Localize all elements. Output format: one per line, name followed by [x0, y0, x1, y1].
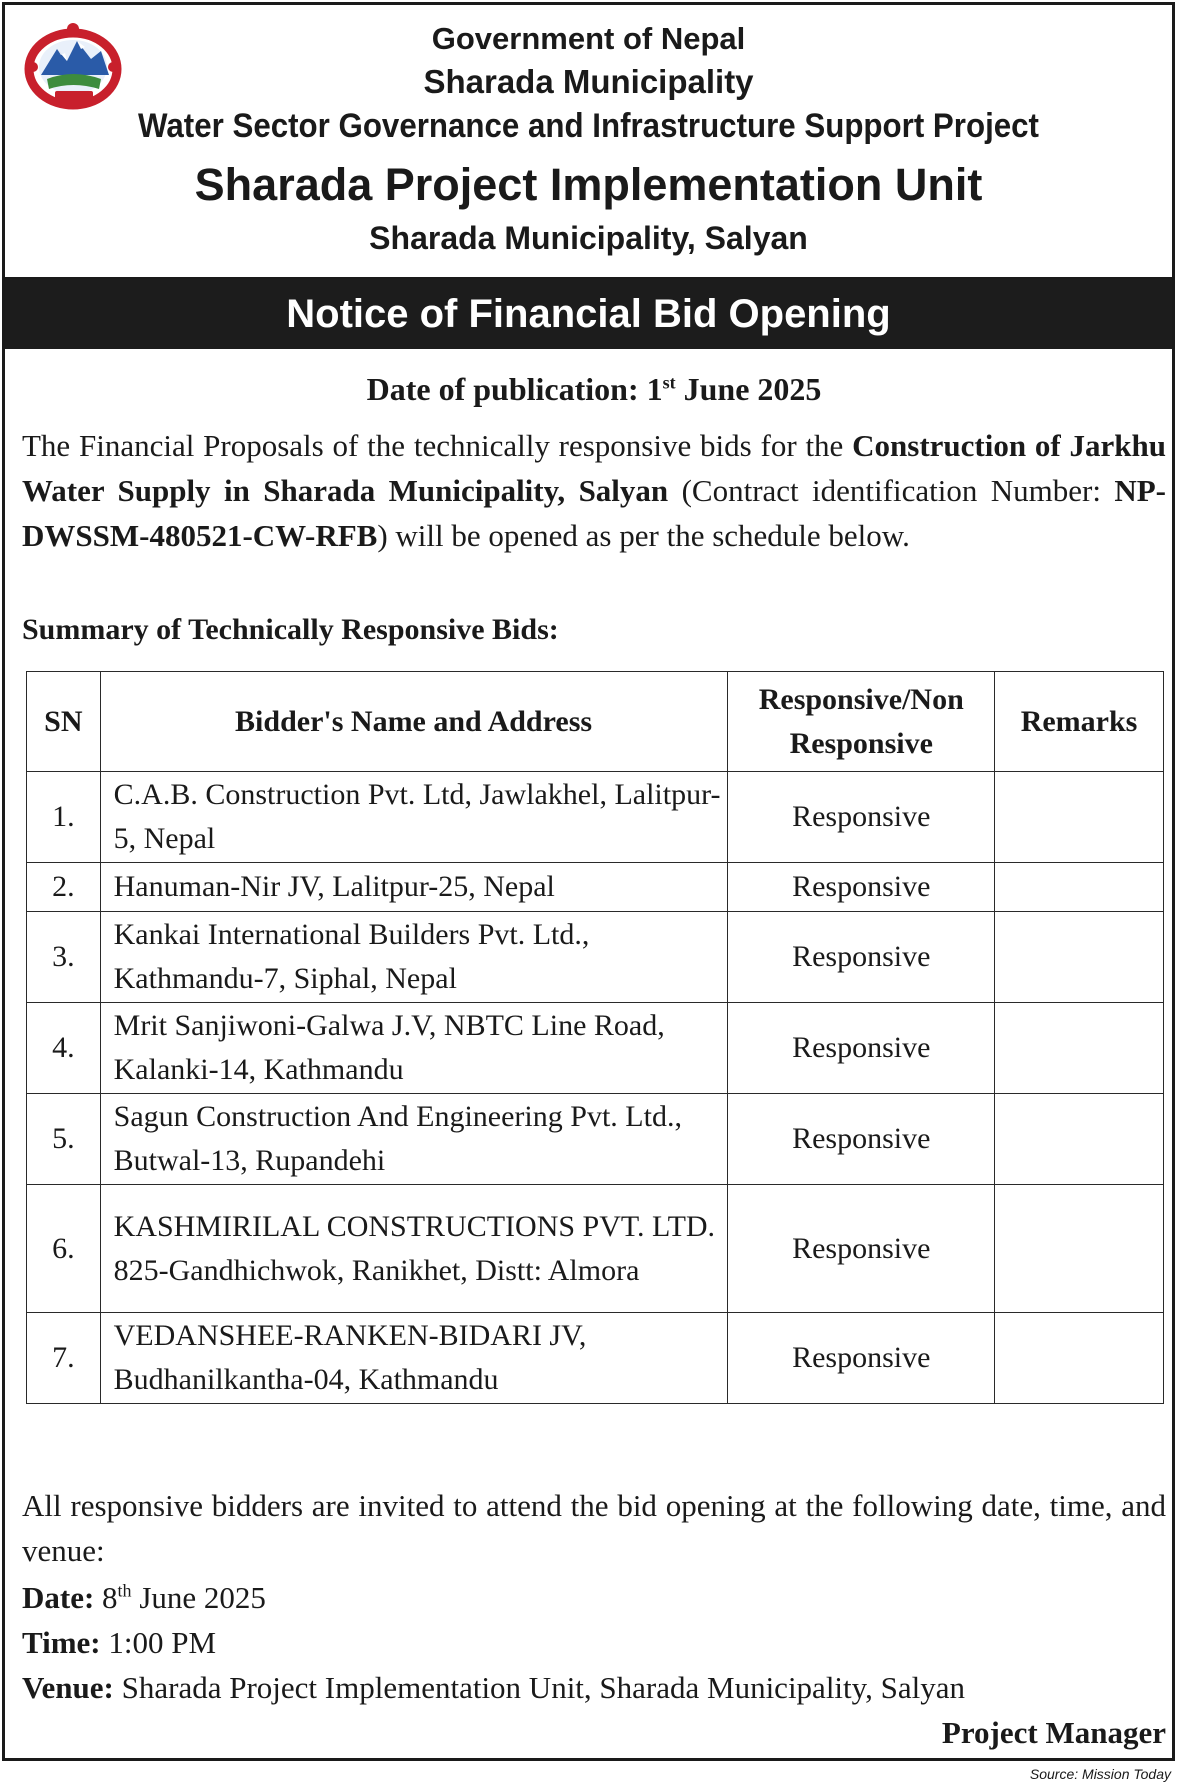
row-status: Responsive — [728, 863, 995, 912]
row-status: Responsive — [728, 772, 995, 863]
header-project: Water Sector Governance and Infrastructure Support Project — [138, 107, 1039, 145]
schedule-time-value: 1:00 PM — [100, 1625, 217, 1660]
notice-title: Notice of Financial Bid Opening — [5, 277, 1172, 349]
row-bidder: VEDANSHEE-RANKEN-BIDARI JV, Budhanilkantha-04, Kathmandu — [100, 1313, 728, 1404]
signature: Project Manager — [941, 1715, 1166, 1750]
schedule-time-label: Time: — [22, 1625, 101, 1660]
header-status — [728, 672, 995, 772]
schedule-date — [22, 1580, 266, 1616]
row-bidder: Kankai International Builders Pvt. Ltd., Kathmandu-7, Siphal, Nepal — [100, 912, 728, 1003]
header-location: Sharada Municipality, Salyan — [369, 220, 808, 256]
schedule-date-ordinal: th — [117, 1580, 132, 1601]
schedule-venue-label: Venue: — [22, 1670, 114, 1705]
intro-part2: (Contract identification Number: — [668, 473, 1115, 508]
intro-contract-number: NP-DWSSM-480521-CW-RFB — [22, 473, 1166, 553]
header-remarks: Remarks — [995, 672, 1164, 772]
table-row — [27, 772, 1164, 863]
row-bidder: Mrit Sanjiwoni-Galwa J.V, NBTC Line Road, Kalanki-14, Kathmandu — [100, 1003, 728, 1094]
row-sn: 4. — [27, 1003, 101, 1094]
row-bidder: KASHMIRILAL CONSTRUCTIONS PVT. LTD. 825-Gandhichwok, Ranikhet, Distt: Almora — [100, 1185, 728, 1313]
table-row — [27, 1094, 1164, 1185]
publication-rest: June 2025 — [675, 371, 822, 407]
intro-paragraph — [22, 423, 1166, 558]
header-status-line2: Responsive — [789, 726, 933, 760]
row-remarks — [995, 912, 1164, 1003]
notice-header — [5, 5, 1172, 277]
table-header-row — [27, 672, 1164, 772]
row-bidder: C.A.B. Construction Pvt. Ltd, Jawlakhel, Lalitpur-5, Nepal — [100, 772, 728, 863]
row-sn: 6. — [27, 1185, 101, 1313]
notice-frame — [2, 2, 1175, 1761]
source-credit: Source: Mission Today — [1029, 1766, 1171, 1782]
row-sn: 1. — [27, 772, 101, 863]
publication-label: Date of publication: 1 — [366, 371, 663, 407]
row-status: Responsive — [728, 1313, 995, 1404]
row-status: Responsive — [728, 1185, 995, 1313]
schedule-venue-value: Sharada Project Implementation Unit, Sharada Municipality, Salyan — [113, 1670, 966, 1705]
intro-part1: The Financial Proposals of the technically responsive bids for the — [22, 428, 853, 463]
row-sn: 2. — [27, 863, 101, 912]
header-government: Government of Nepal — [431, 21, 746, 56]
schedule-date-label: Date: — [22, 1580, 95, 1615]
schedule-time — [22, 1625, 216, 1661]
row-bidder: Sagun Construction And Engineering Pvt. Ltd., Butwal-13, Rupandehi — [100, 1094, 728, 1185]
bids-table — [26, 671, 1164, 1404]
publication-ordinal: st — [662, 372, 676, 393]
header-municipality: Sharada Municipality — [423, 63, 754, 100]
intro-project: Construction of Jarkhu Water Supply in Sharada Municipality, Salyan — [22, 428, 1166, 508]
row-bidder: Hanuman-Nir JV, Lalitpur-25, Nepal — [100, 863, 728, 912]
header-unit: Sharada Project Implementation Unit — [194, 159, 983, 210]
header-bidder: Bidder's Name and Address — [100, 672, 728, 772]
table-row — [27, 1003, 1164, 1094]
row-remarks — [995, 1094, 1164, 1185]
row-status: Responsive — [728, 1003, 995, 1094]
table-row — [27, 1185, 1164, 1313]
row-remarks — [995, 772, 1164, 863]
row-remarks — [995, 863, 1164, 912]
row-status: Responsive — [728, 912, 995, 1003]
table-row — [27, 1313, 1164, 1404]
header-sn: SN — [27, 672, 101, 772]
table-row — [27, 863, 1164, 912]
schedule-date-day: 8 — [94, 1580, 118, 1615]
closing-paragraph: All responsive bidders are invited to attend the bid opening at the following date, time, and venue: — [22, 1488, 1166, 1568]
header-status-line1: Responsive/Non — [758, 682, 964, 716]
row-status: Responsive — [728, 1094, 995, 1185]
row-sn: 7. — [27, 1313, 101, 1404]
row-sn: 5. — [27, 1094, 101, 1185]
schedule-venue — [22, 1670, 965, 1706]
schedule-date-rest: June 2025 — [131, 1580, 266, 1615]
row-remarks — [995, 1185, 1164, 1313]
table-row — [27, 912, 1164, 1003]
row-remarks — [995, 1313, 1164, 1404]
publication-date — [22, 371, 1166, 408]
intro-part3: ) will be opened as per the schedule below. — [377, 518, 910, 553]
summary-heading: Summary of Technically Responsive Bids: — [22, 613, 559, 646]
row-sn: 3. — [27, 912, 101, 1003]
row-remarks — [995, 1003, 1164, 1094]
